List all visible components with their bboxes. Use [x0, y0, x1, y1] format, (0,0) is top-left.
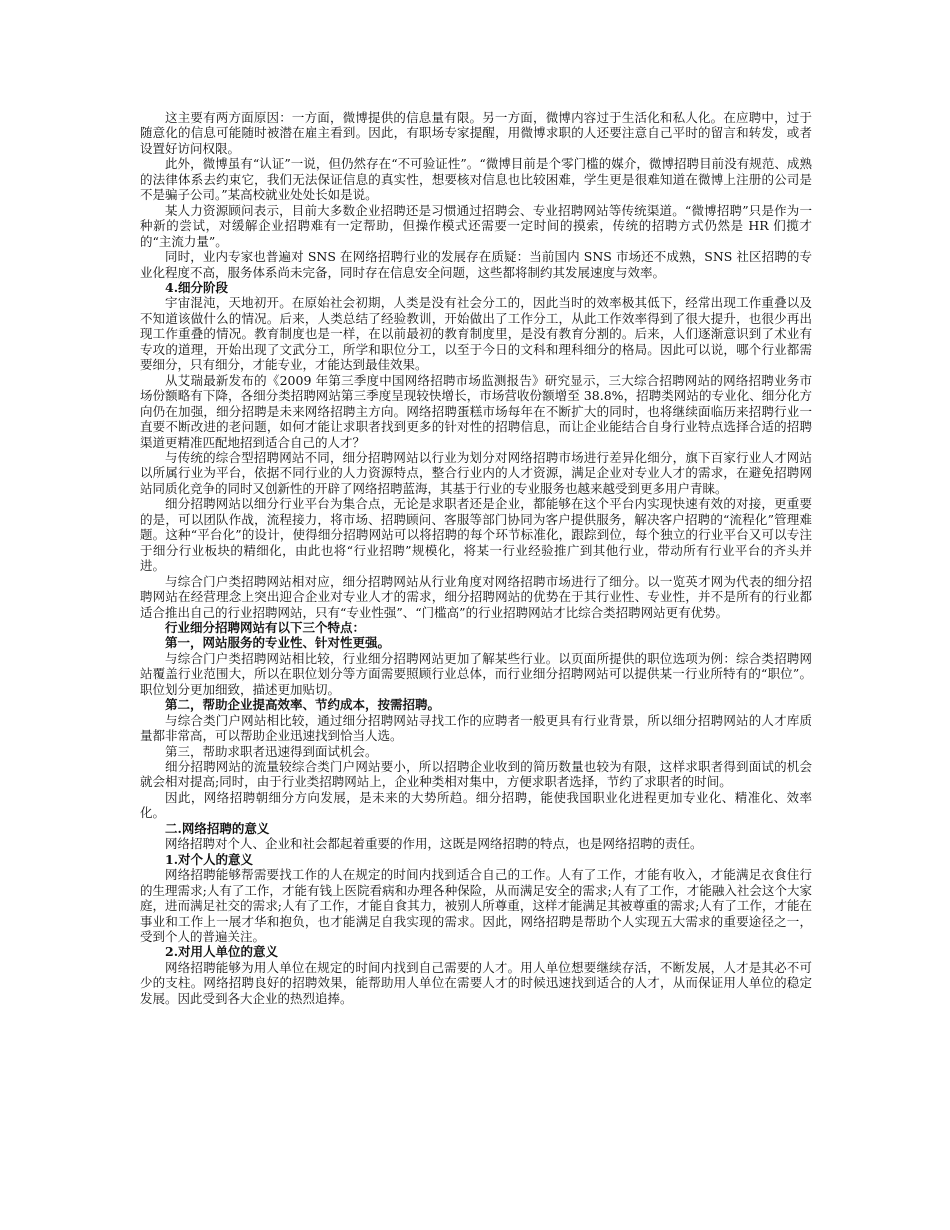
paragraph: 与综合类门户网站相比较，通过细分招聘网站寻找工作的应聘者一般更具有行业背景，所以细分招聘网站的人才库质量都非常高，可以帮助企业迅速找到恰当人选。 [140, 712, 812, 744]
section-heading: 第二，帮助企业提高效率、节约成本，按需招聘。 [165, 697, 441, 713]
paragraph: 网络招聘能够为用人单位在规定的时间内找到自己需要的人才。用人单位想要继续存活，不断发展，人才是其必不可少的支柱。网络招聘良好的招聘效果，能帮助用人单位在需要人才的时候迅速找到适合的人才，从而保证用人单位的稳定发展。因此受到各大企业的热烈追捧。 [140, 959, 812, 1006]
paragraph: 这主要有两方面原因：一方面，微博提供的信息量有限。另一方面，微博内容过于生活化和私人化。在应聘中，过于随意化的信息可能随时被潜在雇主看到。因此，有职场专家提醒，用微博求职的人还要注意自己平时的留言和转发，或者设置好访问权限。 [140, 110, 812, 156]
document-page [140, 110, 812, 1006]
paragraph: 网络招聘对个人、企业和社会都起着重要的作用，这既是网络招聘的特点，也是网络招聘的责任。 [165, 836, 703, 852]
section-heading: 行业细分招聘网站有以下三个特点： [165, 619, 366, 635]
paragraph: 第三，帮助求职者迅速得到面试机会。 [165, 743, 378, 759]
paragraph: 从艾瑞最新发布的《2009 年第三季度中国网络招聘市场监测报告》研究显示，三大综合招聘网站的网络招聘业务市场份额略有下降，各细分类招聘网站第三季度呈现较快增长，市场营收份额增至 38.8%，招聘类网站的专业化、细分化方向仍在加强，细分招聘是未来网络招聘主方向。网络招聘蛋糕市场每年在不断扩大的同时，也将继续面临历来招聘行业一直要不断改进的老问题，如何才能让求职者找到更多的针对性的招聘信息，而让企业能结合自身行业特点选择合适的招聘渠道更精准匹配地招到适合自己的人才？ [140, 372, 812, 450]
paragraph: 细分招聘网站的流量较综合类门户网站要小，所以招聘企业收到的简历数量也较为有限，这样求职者得到面试的机会就会相对提高;同时，由于行业类招聘网站上，企业种类相对集中，方便求职者选择，节约了求职者的时间。 [140, 759, 812, 790]
paragraph: 与综合门户类招聘网站相比较，行业细分招聘网站更加了解某些行业。以页面所提供的职位选项为例：综合类招聘网站覆盖行业范围大，所以在职位划分等方面需要照顾行业总体，而行业细分招聘网站可以提供某一行业所特有的“职位”。职位划分更加细致，描述更加贴切。 [140, 650, 812, 697]
section-heading: 第一，网站服务的专业性、针对性更强。 [165, 635, 391, 651]
paragraph: 网络招聘能够帮需要找工作的人在规定的时间内找到适合自己的工作。人有了工作，才能有收入，才能满足衣食住行的生理需求;人有了工作，才能有钱上医院看病和办理各种保险，从而满足安全的需求;人有了工作，才能融入社会这个大家庭，进而满足社交的需求;人有了工作，才能自食其力，被别人所尊重，这样才能满足其被尊重的需求;人有了工作，才能在事业和工作上一展才华和抱负，也才能满足自我实现的需求。因此，网络招聘是帮助个人实现五大需求的重要途径之一，受到个人的普遍关注。 [140, 867, 812, 945]
paragraph: 此外，微博虽有“认证”一说，但仍然存在“不可验证性”。“微博目前是个零门槛的媒介，微博招聘目前没有规范、成熟的法律体系去约束它，我们无法保证信息的真实性，想要核对信息也比较困难，学生更是很难知道在微博上注册的公司是不是骗子公司。”某高校就业处处长如是说。 [140, 156, 812, 203]
paragraph: 与传统的综合型招聘网站不同，细分招聘网站以行业为划分对网络招聘市场进行差异化细分，旗下百家行业人才网站以所属行业为平台，依据不同行业的人力资源特点，整合行业内的人才资源，满足企业对专业人才的需求，在避免招聘网站同质化竞争的同时又创新性的开辟了网络招聘蓝海，其基于行业的专业服务也越来越受到更多用户青睐。 [140, 449, 812, 496]
section-heading: 2.对用人单位的意义 [165, 944, 279, 960]
section-heading: 二.网络招聘的意义 [165, 820, 270, 836]
paragraph: 细分招聘网站以细分行业平台为集合点，无论是求职者还是企业，都能够在这个平台内实现快速有效的对接，更重要的是，可以团队作战，流程接力，将市场、招聘顾问、客服等部门协同为客户提供服务，解决客户招聘的“流程化”管理难题。这种“平台化”的设计，使得细分招聘网站可以将招聘的每个环节标准化，跟踪到位，每个独立的行业平台又可以专注于细分行业板块的精细化，由此也将“行业招聘”规模化，将某一行业经验推广到其他行业，带动所有行业平台的齐头并进。 [140, 496, 812, 574]
section-heading: 1.对个人的意义 [165, 851, 254, 867]
paragraph: 与综合门户类招聘网站相对应，细分招聘网站从行业角度对网络招聘市场进行了细分。以一览英才网为代表的细分招聘网站在经营理念上突出迎合企业对专业人才的需求，细分招聘网站的优势在于其行业性、专业性，并不是所有的行业都适合推出自己的行业招聘网站，只有“专业性强”、“门槛高”的行业招聘网站才比综合类招聘网站更有优势。 [140, 573, 812, 620]
section-heading: 4.细分阶段 [165, 279, 229, 295]
paragraph: 宇宙混沌，天地初开。在原始社会初期，人类是没有社会分工的，因此当时的效率极其低下，经常出现工作重叠以及不知道该做什么的情况。后来，人类总结了经验教训，开始做出了工作分工，从此工作效率得到了很大提升，也很少再出现工作重叠的情况。教育制度也是一样，在以前最初的教育制度里，是没有教育分割的。后来，人们逐渐意识到了术业有专攻的道理，开始出现了文武分工，所学和职位分工，以至于今日的文科和理科细分的格局。因此可以说，哪个行业都需要细分，只有细分，才能专业，才能达到最佳效果。 [140, 295, 812, 373]
paragraph: 因此，网络招聘朝细分方向发展，是未来的大势所趋。细分招聘，能使我国职业化进程更加专业化、精准化、效率化。 [140, 789, 812, 821]
paragraph: 同时，业内专家也普遍对 SNS 在网络招聘行业的发展存在质疑：当前国内 SNS 市场还不成熟，SNS 社区招聘的专业化程度不高，服务体系尚未完备，同时存在信息安全问题，这些都将制约其发展速度与效率。 [140, 249, 812, 280]
paragraph: 某人力资源顾问表示，目前大多数企业招聘还是习惯通过招聘会、专业招聘网站等传统渠道。“微博招聘”只是作为一种新的尝试，对缓解企业招聘难有一定帮助，但操作模式还需要一定时间的摸索，传统的招聘方式仍然是 HR 们揽才的“主流力量”。 [140, 202, 812, 249]
